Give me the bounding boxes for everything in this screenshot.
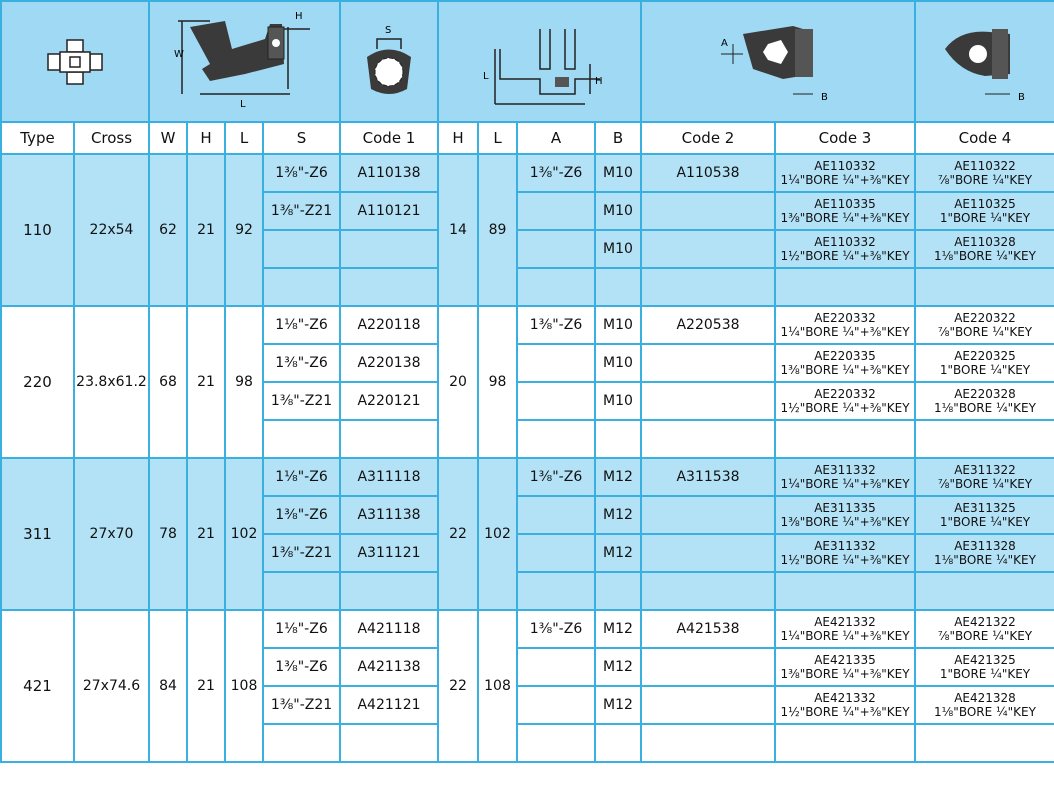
code2-cell: [641, 382, 775, 420]
a-cell: [517, 344, 595, 382]
h2-cell: 22: [438, 610, 478, 762]
yoke-h-label: H: [294, 11, 303, 22]
col-code2: Code 2: [641, 122, 775, 154]
code4-desc: 1"BORE ¼"KEY: [939, 515, 1031, 529]
cross-cell: 27x70: [74, 458, 149, 610]
yoke-icon: [170, 9, 320, 114]
col-type: Type: [1, 122, 74, 154]
code1-cell: A110138: [340, 154, 438, 192]
code3-code: AE110332: [814, 159, 876, 173]
l-cell: 108: [225, 610, 263, 762]
s-cell: [263, 420, 340, 458]
code3-cell: [775, 686, 915, 724]
code2-cell: [641, 230, 775, 268]
clamp-l-label: L: [482, 71, 489, 82]
table-row: [1, 154, 1054, 192]
code1-cell: A311118: [340, 458, 438, 496]
code3-code: AE311335: [814, 501, 876, 515]
code4-desc: ⅞"BORE ¼"KEY: [937, 325, 1033, 339]
code2-diagram: [641, 1, 915, 122]
b-cell: [595, 572, 641, 610]
code4-desc: 1"BORE ¼"KEY: [939, 211, 1031, 225]
b-cell: M10: [595, 306, 641, 344]
code4-cell: [915, 458, 1054, 496]
col-code1: Code 1: [340, 122, 438, 154]
w-cell: 68: [149, 306, 187, 458]
l2-cell: 108: [478, 610, 517, 762]
code4-desc: 1⅛"BORE ¼"KEY: [934, 705, 1036, 719]
code4-cell: [915, 724, 1054, 762]
code3-diagram: [915, 1, 1054, 122]
code4-cell: [915, 306, 1054, 344]
type-cell: 110: [1, 154, 74, 306]
code2-cell: [641, 420, 775, 458]
code3-desc: 1¼"BORE ¼"+⅜"KEY: [780, 173, 910, 187]
code4-code: AE421328: [954, 691, 1016, 705]
s-cell: 1⅜"-Z6: [263, 344, 340, 382]
code4-cell: [915, 230, 1054, 268]
col-w: W: [149, 122, 187, 154]
b-cell: M10: [595, 382, 641, 420]
a-cell: [517, 230, 595, 268]
code3-cell: [775, 458, 915, 496]
col-s: S: [263, 122, 340, 154]
col-b: B: [595, 122, 641, 154]
code4-cell: [915, 648, 1054, 686]
code2-cell: [641, 724, 775, 762]
a-cell: 1⅜"-Z6: [517, 610, 595, 648]
table-row: [1, 610, 1054, 648]
code3-cell: [775, 268, 915, 306]
cross-cell: 27x74.6: [74, 610, 149, 762]
type-cell: 311: [1, 458, 74, 610]
col-l: L: [225, 122, 263, 154]
a-cell: [517, 192, 595, 230]
code3-code: AE220332: [814, 311, 876, 325]
code1-cell: A421118: [340, 610, 438, 648]
code1-cell: A220121: [340, 382, 438, 420]
header-row: [1, 122, 1054, 154]
code3-cell: [775, 306, 915, 344]
code4-code: AE110328: [954, 235, 1016, 249]
code4-cell: [915, 268, 1054, 306]
code3-code: AE421332: [814, 615, 876, 629]
s-cell: [263, 572, 340, 610]
code2-a-label: A: [721, 38, 728, 49]
code3-code: AE421335: [814, 653, 876, 667]
code4-desc: 1⅛"BORE ¼"KEY: [934, 249, 1036, 263]
code1-cell: A110121: [340, 192, 438, 230]
s-cell: 1⅜"-Z21: [263, 382, 340, 420]
code3-code: AE110332: [814, 235, 876, 249]
code3-cell: [775, 154, 915, 192]
code3-b-label: B: [1018, 92, 1025, 103]
l2-cell: 102: [478, 458, 517, 610]
code4-code: AE311325: [954, 501, 1016, 515]
code2-cell: A421538: [641, 610, 775, 648]
code4-desc: ⅞"BORE ¼"KEY: [937, 629, 1033, 643]
code4-desc: 1"BORE ¼"KEY: [939, 363, 1031, 377]
code4-code: AE311328: [954, 539, 1016, 553]
code3-cell: [775, 420, 915, 458]
col-l2: L: [478, 122, 517, 154]
spline-bore-icon: [359, 17, 419, 107]
spline-diagram: [340, 1, 438, 122]
code4-code: AE220322: [954, 311, 1016, 325]
code3-desc: 1⅜"BORE ¼"+⅜"KEY: [780, 363, 910, 377]
col-a: A: [517, 122, 595, 154]
s-cell: [263, 724, 340, 762]
code4-desc: ⅞"BORE ¼"KEY: [937, 477, 1033, 491]
diagram-row: [1, 1, 1054, 122]
code4-desc: 1⅛"BORE ¼"KEY: [934, 401, 1036, 415]
code4-cell: [915, 534, 1054, 572]
w-cell: 62: [149, 154, 187, 306]
a-cell: 1⅜"-Z6: [517, 154, 595, 192]
code1-cell: [340, 420, 438, 458]
s-cell: [263, 230, 340, 268]
b-cell: [595, 724, 641, 762]
a-cell: [517, 534, 595, 572]
b-cell: M10: [595, 344, 641, 382]
s-cell: 1⅛"-Z6: [263, 458, 340, 496]
cross-cell: 22x54: [74, 154, 149, 306]
h-cell: 21: [187, 610, 225, 762]
h2-cell: 14: [438, 154, 478, 306]
code2-cell: [641, 648, 775, 686]
code4-code: AE311322: [954, 463, 1016, 477]
code4-desc: 1⅛"BORE ¼"KEY: [934, 553, 1036, 567]
type-cell: 220: [1, 306, 74, 458]
code4-code: AE110322: [954, 159, 1016, 173]
code1-cell: [340, 572, 438, 610]
b-cell: [595, 420, 641, 458]
code3-clamp-icon: [930, 14, 1040, 109]
a-cell: [517, 648, 595, 686]
code4-cell: [915, 344, 1054, 382]
h2-cell: 20: [438, 306, 478, 458]
code2-cell: [641, 686, 775, 724]
code2-cell: A311538: [641, 458, 775, 496]
l-cell: 98: [225, 306, 263, 458]
l2-cell: 89: [478, 154, 517, 306]
clamp-h-label: H: [594, 76, 603, 87]
b-cell: M12: [595, 648, 641, 686]
code4-cell: [915, 496, 1054, 534]
col-cross: Cross: [74, 122, 149, 154]
a-cell: [517, 420, 595, 458]
yoke-w-label: W: [173, 49, 184, 60]
code4-desc: 1"BORE ¼"KEY: [939, 667, 1031, 681]
code2-cell: [641, 268, 775, 306]
code3-cell: [775, 230, 915, 268]
col-h: H: [187, 122, 225, 154]
type-cell: 421: [1, 610, 74, 762]
code2-b-label: B: [821, 92, 828, 103]
code1-cell: [340, 230, 438, 268]
code1-cell: [340, 268, 438, 306]
l-cell: 92: [225, 154, 263, 306]
l2-cell: 98: [478, 306, 517, 458]
b-cell: [595, 268, 641, 306]
code4-cell: [915, 420, 1054, 458]
code4-code: AE421322: [954, 615, 1016, 629]
w-cell: 84: [149, 610, 187, 762]
a-cell: 1⅜"-Z6: [517, 458, 595, 496]
table-row: [1, 306, 1054, 344]
code3-desc: 1⅜"BORE ¼"+⅜"KEY: [780, 515, 910, 529]
code2-cell: [641, 572, 775, 610]
code3-cell: [775, 534, 915, 572]
code1-cell: A220138: [340, 344, 438, 382]
code3-cell: [775, 496, 915, 534]
code3-code: AE220335: [814, 349, 876, 363]
code4-code: AE220328: [954, 387, 1016, 401]
h-cell: 21: [187, 154, 225, 306]
code3-desc: 1½"BORE ¼"+⅜"KEY: [780, 705, 910, 719]
yoke-diagram: [149, 1, 340, 122]
code3-code: AE110335: [814, 197, 876, 211]
code4-cell: [915, 382, 1054, 420]
code4-cell: [915, 610, 1054, 648]
code1-cell: A220118: [340, 306, 438, 344]
a-cell: [517, 572, 595, 610]
b-cell: M12: [595, 686, 641, 724]
code2-cell: [641, 344, 775, 382]
code2-cell: [641, 496, 775, 534]
code4-desc: ⅞"BORE ¼"KEY: [937, 173, 1033, 187]
b-cell: M12: [595, 610, 641, 648]
code3-desc: 1½"BORE ¼"+⅜"KEY: [780, 401, 910, 415]
b-cell: M12: [595, 458, 641, 496]
code1-cell: A311138: [340, 496, 438, 534]
s-cell: [263, 268, 340, 306]
a-cell: [517, 268, 595, 306]
code3-cell: [775, 382, 915, 420]
col-code4: Code 4: [915, 122, 1054, 154]
b-cell: M10: [595, 192, 641, 230]
code3-desc: 1¼"BORE ¼"+⅜"KEY: [780, 629, 910, 643]
s-cell: 1⅜"-Z21: [263, 192, 340, 230]
b-cell: M12: [595, 496, 641, 534]
s-cell: 1⅛"-Z6: [263, 306, 340, 344]
h-cell: 21: [187, 306, 225, 458]
col-h2: H: [438, 122, 478, 154]
code3-code: AE311332: [814, 539, 876, 553]
code3-cell: [775, 648, 915, 686]
code4-cell: [915, 572, 1054, 610]
code3-desc: 1⅜"BORE ¼"+⅜"KEY: [780, 667, 910, 681]
code3-cell: [775, 610, 915, 648]
code2-cell: [641, 534, 775, 572]
code3-cell: [775, 344, 915, 382]
b-cell: M12: [595, 534, 641, 572]
code2-clamp-icon: [713, 14, 843, 109]
code3-desc: 1⅜"BORE ¼"+⅜"KEY: [780, 211, 910, 225]
code3-code: AE421332: [814, 691, 876, 705]
code4-cell: [915, 154, 1054, 192]
code3-cell: [775, 572, 915, 610]
l-cell: 102: [225, 458, 263, 610]
table-row: [1, 458, 1054, 496]
code1-cell: [340, 724, 438, 762]
s-cell: 1⅜"-Z6: [263, 648, 340, 686]
code3-desc: 1½"BORE ¼"+⅜"KEY: [780, 249, 910, 263]
a-cell: [517, 496, 595, 534]
code1-cell: A421138: [340, 648, 438, 686]
yoke-l-label: L: [239, 99, 246, 110]
spline-s-label: S: [385, 24, 392, 36]
s-cell: 1⅛"-Z6: [263, 610, 340, 648]
code3-code: AE220332: [814, 387, 876, 401]
code1-cell: A311121: [340, 534, 438, 572]
code4-cell: [915, 192, 1054, 230]
code3-desc: 1¼"BORE ¼"+⅜"KEY: [780, 325, 910, 339]
code4-code: AE220325: [954, 349, 1016, 363]
code2-cell: A110538: [641, 154, 775, 192]
cross-icon: [45, 37, 105, 87]
col-code3: Code 3: [775, 122, 915, 154]
clamp-yoke-diagram: [438, 1, 641, 122]
b-cell: M10: [595, 154, 641, 192]
code3-code: AE311332: [814, 463, 876, 477]
h2-cell: 22: [438, 458, 478, 610]
b-cell: M10: [595, 230, 641, 268]
cross-diagram: [1, 1, 149, 122]
a-cell: [517, 382, 595, 420]
a-cell: [517, 724, 595, 762]
code2-cell: A220538: [641, 306, 775, 344]
s-cell: 1⅜"-Z6: [263, 154, 340, 192]
a-cell: 1⅜"-Z6: [517, 306, 595, 344]
code4-cell: [915, 686, 1054, 724]
code3-desc: 1½"BORE ¼"+⅜"KEY: [780, 553, 910, 567]
s-cell: 1⅜"-Z21: [263, 686, 340, 724]
code4-code: AE110325: [954, 197, 1016, 211]
code3-desc: 1¼"BORE ¼"+⅜"KEY: [780, 477, 910, 491]
cross-cell: 23.8x61.2: [74, 306, 149, 458]
code2-cell: [641, 192, 775, 230]
code4-code: AE421325: [954, 653, 1016, 667]
s-cell: 1⅜"-Z6: [263, 496, 340, 534]
w-cell: 78: [149, 458, 187, 610]
h-cell: 21: [187, 458, 225, 610]
code3-cell: [775, 192, 915, 230]
a-cell: [517, 686, 595, 724]
code1-cell: A421121: [340, 686, 438, 724]
code3-cell: [775, 724, 915, 762]
s-cell: 1⅜"-Z21: [263, 534, 340, 572]
clamp-yoke-icon: [465, 9, 615, 114]
